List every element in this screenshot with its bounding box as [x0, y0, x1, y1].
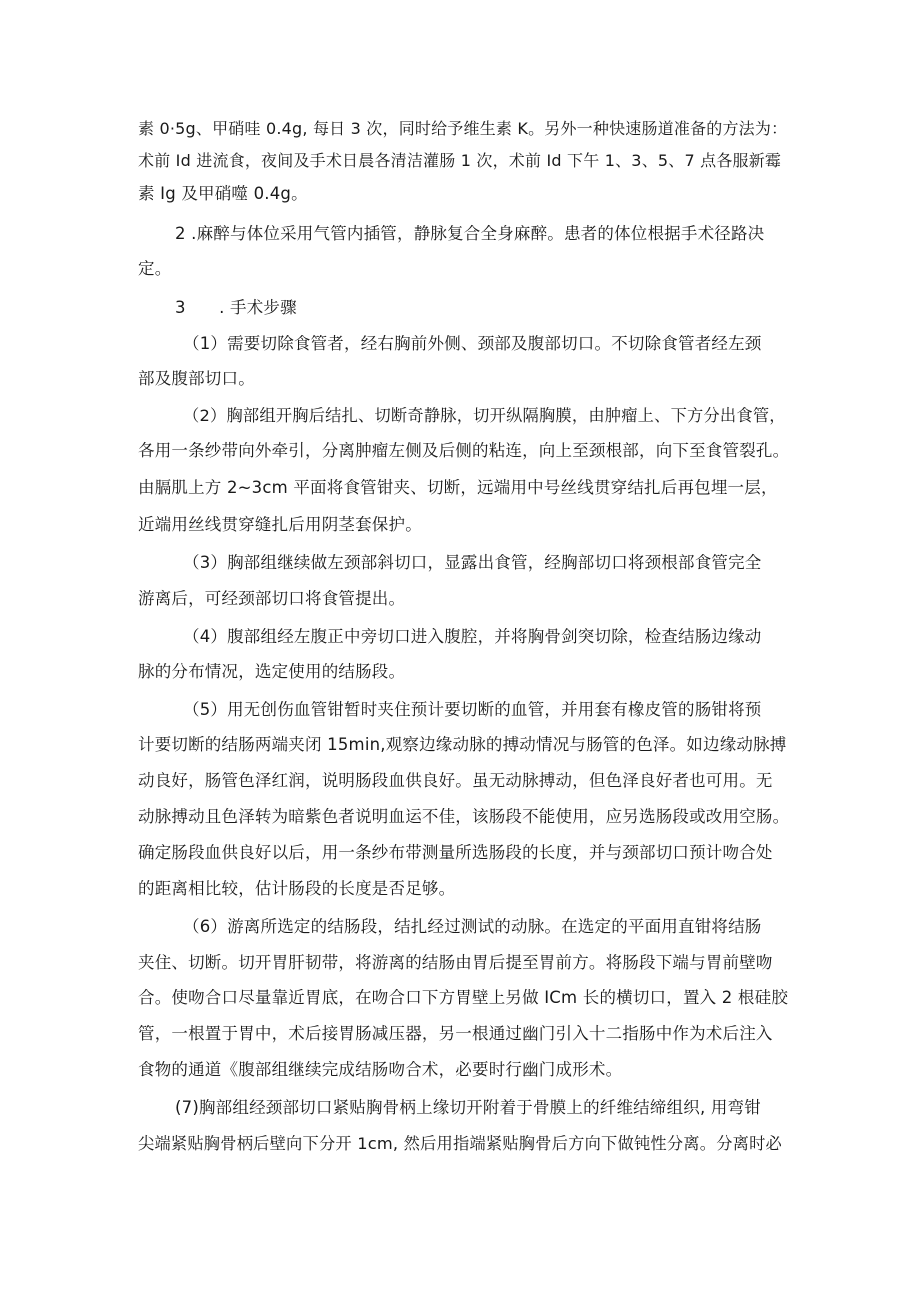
text-line: 动脉搏动且色泽转为暗紫色者说明血运不佳，该肠段不能使用，应另选肠段或改用空肠。: [138, 807, 790, 826]
section-heading: 3 . 手术步骤: [175, 298, 297, 317]
text-line: （5）用无创伤血管钳暂时夹住预计要切断的血管，并用套有橡皮管的肠钳将预: [183, 700, 762, 719]
text-line: （6）游离所选定的结肠段，结扎经过测试的动脉。在选定的平面用直钳将结肠: [183, 917, 762, 936]
text-line: 确定肠段血供良好以后，用一条纱布带测量所选肠段的长度，并与颈部切口预计吻合处: [138, 843, 773, 862]
text-line: （1）需要切除食管者，经右胸前外侧、颈部及腹部切口。不切除食管者经左颈: [183, 334, 762, 353]
text-line: （3）胸部组继续做左颈部斜切口，显露出食管，经胸部切口将颈根部食管完全: [183, 553, 762, 572]
text-line: (7)胸部组经颈部切口紧贴胸骨柄上缘切开附着于骨膜上的纤维结缔组织, 用弯钳: [175, 1098, 761, 1117]
text-line: 定。: [138, 259, 172, 278]
text-line: （2）胸部组开胸后结扎、切断奇静脉，切开纵隔胸膜，由肿瘤上、下方分出食管，: [183, 406, 786, 425]
text-line: 的距离相比较，估计肠段的长度是否足够。: [138, 879, 456, 898]
text-line: 脉的分布情况，选定使用的结肠段。: [138, 662, 406, 681]
text-line: 素 0·5g、甲硝哇 0.4g, 每日 3 次，同时给予维生素 K。另外一种快速肠道准备的方法为：: [138, 119, 788, 138]
text-line: 夹住、切断。切开胃肝韧带，将游离的结肠由胃后提至胃前方。将肠段下端与胃前壁吻: [138, 953, 773, 972]
text-line: 管，一根置于胃中，术后接胃肠减压器，另一根通过幽门引入十二指肠中作为术后注入: [138, 1024, 773, 1043]
text-line: 计要切断的结肠两端夹闭 15min,观察边缘动脉的搏动情况与肠管的色泽。如边缘动脉搏: [138, 735, 787, 754]
text-line: 合。使吻合口尽量靠近胃底，在吻合口下方胃壁上另做 ICm 长的横切口，置入 2 根硅胶: [138, 988, 789, 1007]
text-line: 各用一条纱带向外牵引，分离肿瘤左侧及后侧的粘连，向上至颈根部，向下至食管裂孔。: [138, 441, 790, 460]
text-line: 食物的通道《腹部组继续完成结肠吻合术，必要时行幽门成形术。: [138, 1060, 623, 1079]
text-line: 尖端紧贴胸骨柄后壁向下分开 1cm, 然后用指端紧贴胸骨后方向下做钝性分离。分离时必: [138, 1134, 782, 1153]
text-line: 由膈肌上方 2~3cm 平面将食管钳夹、切断，远端用中号丝线贯穿结扎后再包埋一层，: [138, 478, 778, 497]
text-line: 游离后，可经颈部切口将食管提出。: [138, 589, 406, 608]
text-line: 素 Ig 及甲硝噬 0.4g。: [138, 184, 308, 203]
text-line: 部及腹部切口。: [138, 369, 255, 388]
text-line: 动良好，肠管色泽红润，说明肠段血供良好。虽无动脉搏动，但色泽良好者也可用。无: [138, 771, 773, 790]
text-line: （4）腹部组经左腹正中旁切口进入腹腔，并将胸骨剑突切除，检查结肠边缘动: [183, 627, 762, 646]
text-line: 术前 Id 进流食，夜间及手术日晨各清洁灌肠 1 次，术前 Id 下午 1、3、5、7 点各服新霉: [138, 151, 782, 170]
text-line: 2 .麻醉与体位采用气管内插管，静脉复合全身麻醉。患者的体位根据手术径路决: [175, 224, 765, 243]
text-line: 近端用丝线贯穿缝扎后用阴茎套保护。: [138, 515, 422, 534]
